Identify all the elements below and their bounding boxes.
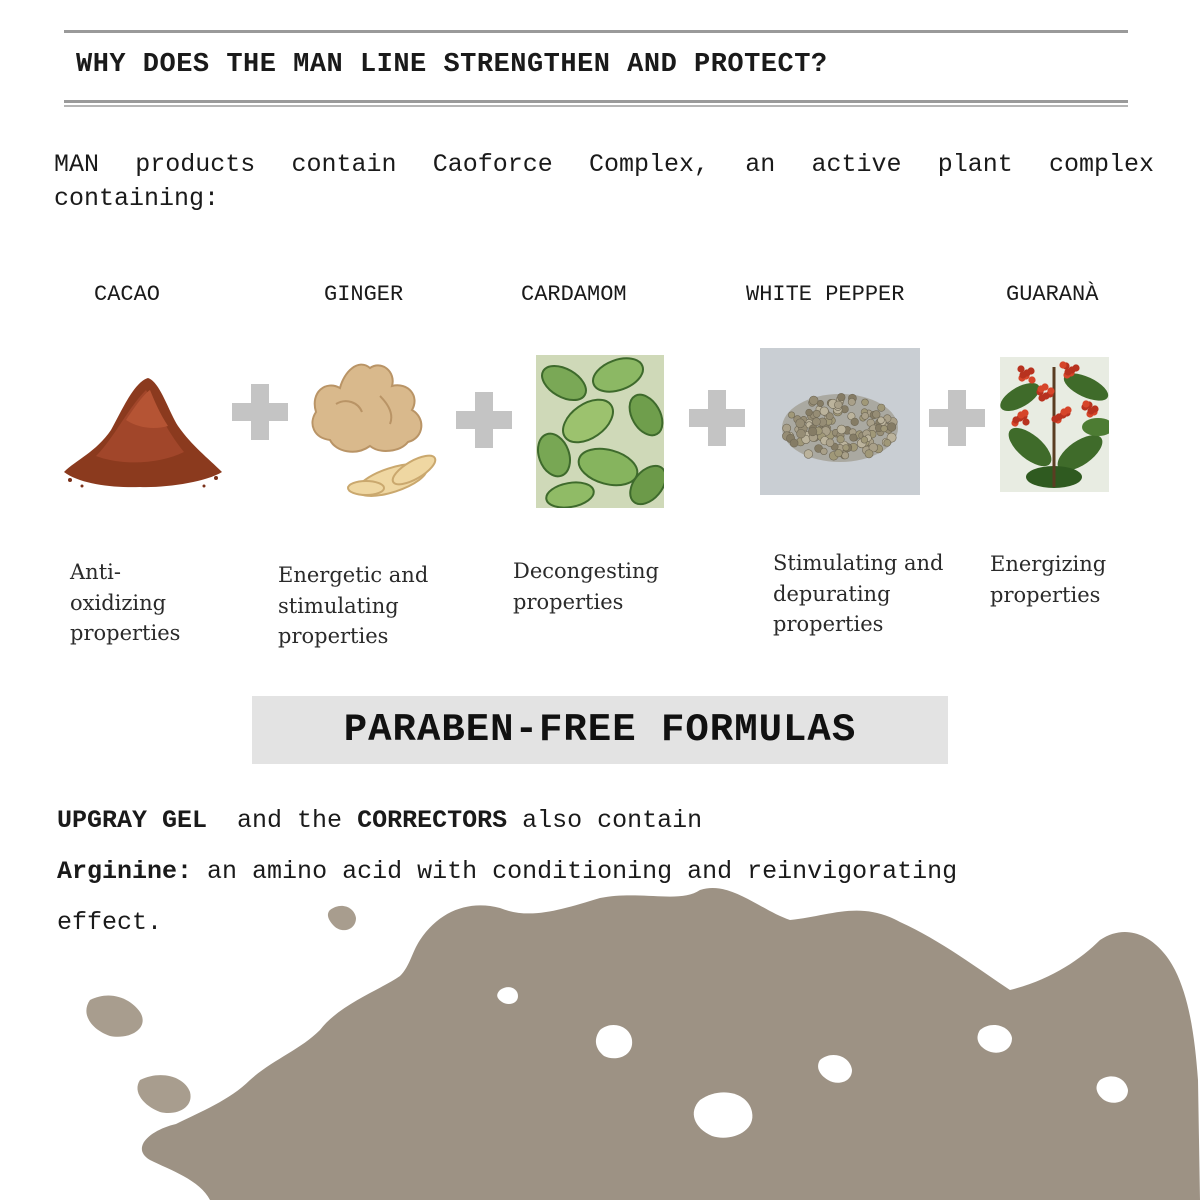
plus-icon	[929, 390, 985, 446]
paraben-free-banner	[252, 696, 948, 764]
ingredient-name-guarana: GUARANÀ	[1006, 282, 1099, 307]
ingredient-description-guarana: Energizing properties	[990, 552, 1107, 607]
banner-text: PARABEN-FREE FORMULAS	[343, 708, 857, 752]
plus-icon	[456, 392, 512, 448]
cacao-powder-icon	[56, 360, 226, 495]
plus-icon	[232, 384, 288, 440]
ingredient-description-cardamom: Decongesting properties	[513, 559, 659, 614]
ginger-root-icon	[296, 352, 448, 500]
upgray-mid-text: and the	[237, 806, 343, 835]
guarana-plant-icon	[1000, 357, 1109, 492]
header-bottom-rule-thin	[64, 105, 1128, 107]
ingredient-name-white-pepper: WHITE PEPPER	[746, 282, 905, 307]
ingredient-name-cardamom: CARDAMOM	[521, 282, 627, 307]
page-title: WHY DOES THE MAN LINE STRENGTHEN AND PROTECT?	[76, 50, 828, 80]
ingredient-name-ginger: GINGER	[324, 282, 404, 307]
ingredient-description-ginger: Energetic and stimulating properties	[278, 563, 429, 648]
header-bottom-rule	[64, 100, 1128, 103]
upgray-line	[57, 806, 702, 835]
arginine-label: Arginine:	[57, 857, 193, 886]
ingredient-name-cacao: CACAO	[94, 282, 161, 307]
white-pepper-icon	[760, 348, 920, 495]
arginine-line-continued: effect.	[57, 908, 163, 937]
correctors-label: CORRECTORS	[357, 806, 508, 835]
intro-paragraph: MAN products contain Caoforce Complex, an active plant complex containing:	[54, 150, 1154, 213]
stain-decoration	[0, 880, 1200, 1200]
arginine-text: an amino acid with conditioning and reinvigorating	[207, 857, 958, 886]
header-top-rule	[64, 30, 1128, 33]
ingredient-description-cacao: Anti- oxidizing properties	[70, 560, 181, 645]
ingredient-description-white-pepper: Stimulating and depurating properties	[773, 551, 944, 636]
plus-icon	[689, 390, 745, 446]
upgray-gel-label: UPGRAY GEL	[57, 806, 208, 835]
upgray-end-text: also contain	[522, 806, 703, 835]
cardamom-pods-icon	[536, 355, 664, 508]
